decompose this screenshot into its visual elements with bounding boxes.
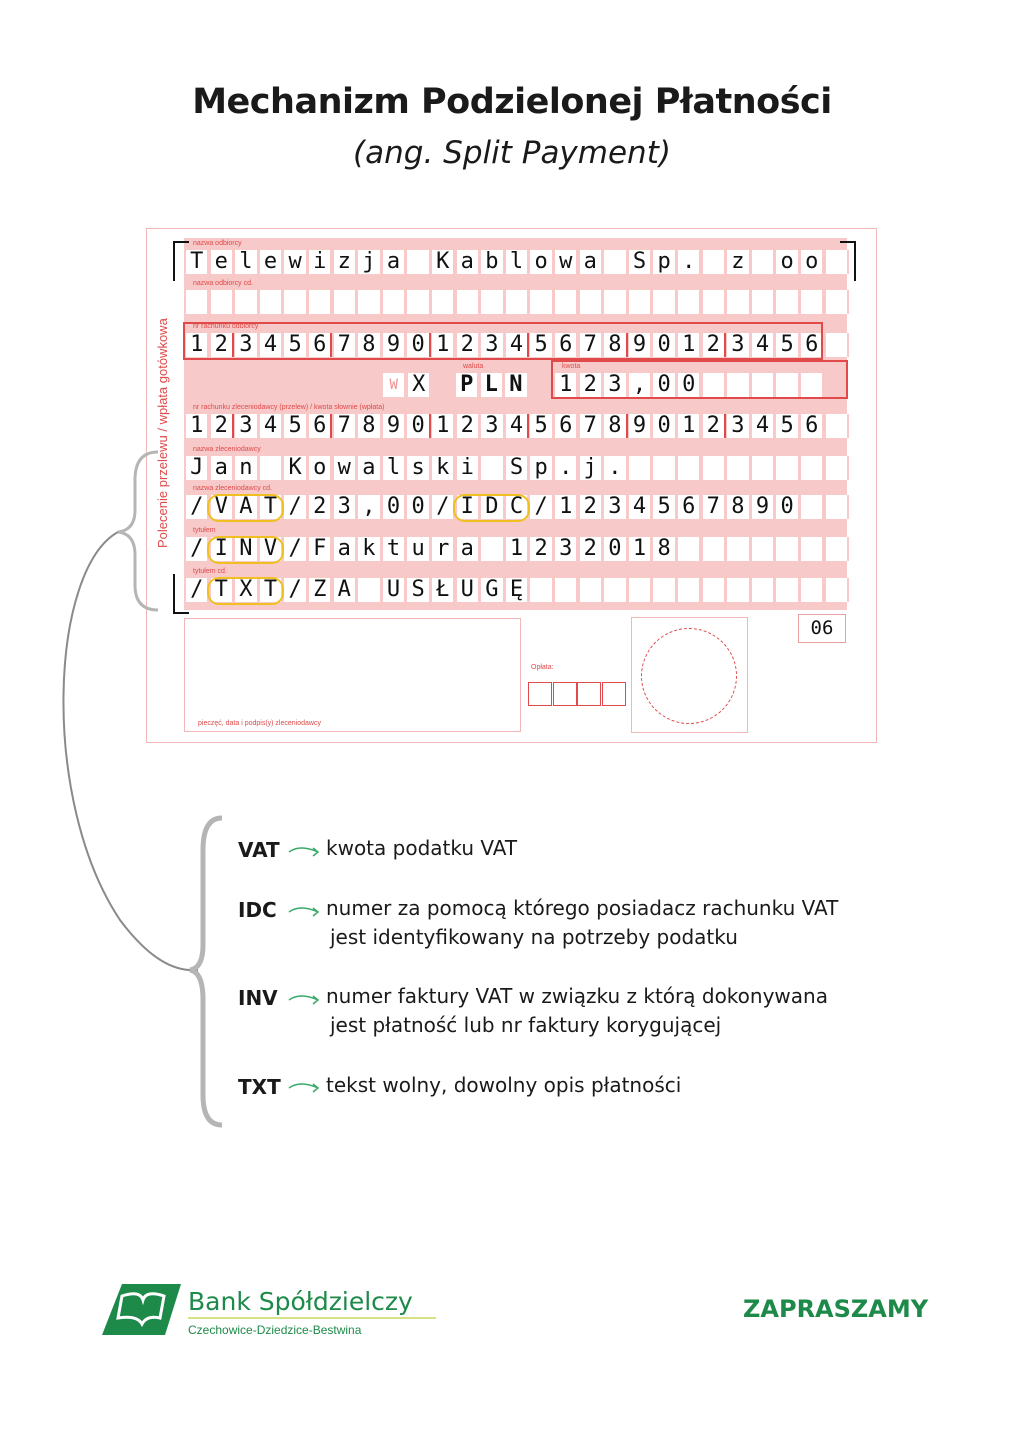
recipient-name-cell[interactable]: l [235,250,258,274]
title-cont-cell[interactable]: Ł [432,578,455,602]
title-field-cell[interactable]: 3 [555,537,578,561]
recipient-name-cell[interactable]: e [260,250,283,274]
payer-account-cell[interactable]: 5 [284,414,307,438]
title-field-cell[interactable]: N [235,537,258,561]
title-field-cell[interactable]: I [211,537,234,561]
title-field-label: tytułem [193,527,216,534]
legend-key: TXT [238,1075,281,1099]
recipient-account-cell[interactable]: 5 [284,333,307,357]
payer-account-cell[interactable]: 0 [407,414,430,438]
payer-account-cell[interactable]: 1 [678,414,701,438]
payer-name-cell[interactable]: s [407,456,430,480]
recipient-name-cell[interactable]: e [211,250,234,274]
recipient-account-cell[interactable]: 1 [186,333,209,357]
recipient-name-cell[interactable]: T [186,250,209,274]
recipient-account-cell[interactable]: 1 [432,333,455,357]
payer-account-cell[interactable]: 6 [309,414,332,438]
recipient-account-cell[interactable]: 8 [358,333,381,357]
recipient-name-cell[interactable]: z [727,250,750,274]
recipient-name-cell[interactable]: . [678,250,701,274]
payer-account-cell[interactable]: 9 [629,414,652,438]
title-field-cell[interactable]: a [334,537,357,561]
payer-account-cell[interactable]: 8 [358,414,381,438]
title-cont-cell[interactable]: / [284,578,307,602]
w-mark-cell: W [383,373,406,397]
payer-name-cell[interactable]: J [186,456,209,480]
recipient-name-cell[interactable]: w [284,250,307,274]
payer-name-cell[interactable]: S [506,456,529,480]
payer-name-cont-cell[interactable]: / [186,495,209,519]
payer-account-cell[interactable]: 3 [727,414,750,438]
payer-name-cell[interactable]: n [235,456,258,480]
legend-description: kwota podatku VAT [326,836,518,860]
recipient-name-cell[interactable]: o [530,250,553,274]
payer-account-cell[interactable]: 1 [186,414,209,438]
bank-name: Bank Spółdzielczy [188,1287,413,1316]
recipient-name-cell[interactable]: o [801,250,824,274]
payer-name-cell[interactable]: . [604,456,627,480]
payer-account-cell[interactable]: 7 [580,414,603,438]
payer-name-cell[interactable]: j [580,456,603,480]
payer-name-cont-cell[interactable]: 0 [776,495,799,519]
amount-cell[interactable]: 1 [555,373,578,397]
recipient-account-cell[interactable]: 0 [407,333,430,357]
payer-account-cell[interactable]: 9 [383,414,406,438]
title-cont-cell[interactable]: T [211,578,234,602]
currency-cell[interactable]: L [481,373,504,397]
payer-name-cont-cell[interactable]: / [530,495,553,519]
recipient-name-cell[interactable]: a [457,250,480,274]
recipient-account-cell[interactable]: 9 [383,333,406,357]
amount-label: kwota [562,363,581,370]
payer-name-cont-cell[interactable]: / [284,495,307,519]
recipient-account-cell[interactable]: 3 [235,333,258,357]
recipient-account-cell[interactable]: 5 [776,333,799,357]
payer-account-cell[interactable]: 2 [457,414,480,438]
legend-description: tekst wolny, dowolny opis płatności [326,1073,682,1097]
recipient-name-cell[interactable]: b [481,250,504,274]
title-cont-cell[interactable]: U [457,578,480,602]
legend-arrows [289,848,318,1092]
recipient-name-cell[interactable]: l [506,250,529,274]
stamp-label: pieczęć, data i podpis(y) zleceniodawcy [198,720,321,727]
title-field-cell[interactable]: / [186,537,209,561]
legend-description: numer za pomocą którego posiadacz rachunku VAT [326,896,839,920]
payer-name-cont-cell[interactable]: 3 [334,495,357,519]
title-field-cell[interactable]: a [457,537,480,561]
payer-account-label: nr rachunku zleceniodawcy (przelew) / kwota słownie (wpłata) [193,404,385,411]
title-field-cell[interactable]: u [407,537,430,561]
payer-name-cell[interactable]: a [211,456,234,480]
recipient-account-cell[interactable]: 1 [678,333,701,357]
payer-name-cont-cell[interactable]: C [506,495,529,519]
form-code: 06 [798,614,846,643]
payer-account-cell[interactable]: 5 [530,414,553,438]
title-field-cell[interactable]: k [358,537,381,561]
form-brace [118,452,158,610]
payer-account-cell[interactable]: 2 [211,414,234,438]
arrow-icon [289,908,318,916]
amount-cell[interactable]: 0 [653,373,676,397]
recipient-account-cell[interactable]: 2 [457,333,480,357]
recipient-account-cell[interactable]: 5 [530,333,553,357]
recipient-name-cell[interactable]: i [309,250,332,274]
recipient-account-cell[interactable]: 6 [555,333,578,357]
title-cont-cell[interactable]: / [186,578,209,602]
connector-curve [63,532,198,970]
payer-name-cont-cell[interactable]: 2 [309,495,332,519]
title-field-cell[interactable]: 8 [653,537,676,561]
legend-brace [190,818,222,1125]
payer-name-cont-cell[interactable]: / [432,495,455,519]
payer-name-cont-cell[interactable]: T [260,495,283,519]
recipient-name-cell[interactable]: z [334,250,357,274]
recipient-name-cell[interactable]: a [383,250,406,274]
legend-key: INV [238,986,278,1010]
legend-description: numer faktury VAT w związku z którą dokonywana [326,984,828,1008]
title-field-cell[interactable]: / [284,537,307,561]
currency-label: waluta [463,363,484,370]
recipient-account-cell[interactable]: 4 [752,333,775,357]
payer-account-cell[interactable]: 2 [703,414,726,438]
payer-name-cont-cell[interactable]: V [211,495,234,519]
payer-account-cell[interactable]: 5 [776,414,799,438]
recipient-name-cell[interactable]: p [653,250,676,274]
title-cont-label: tytułem cd. [193,568,227,575]
title-field-cell[interactable]: 1 [629,537,652,561]
payer-account-cell[interactable]: 7 [334,414,357,438]
title-field-cell[interactable]: 1 [506,537,529,561]
payer-name-cell[interactable]: k [432,456,455,480]
payer-name-cont-cell[interactable]: 0 [383,495,406,519]
payer-account-cell[interactable]: 0 [653,414,676,438]
recipient-account-cell[interactable]: 4 [506,333,529,357]
bank-logo-icon [102,1284,181,1335]
payer-name-cell[interactable]: K [284,456,307,480]
title-cont-cell[interactable]: G [481,578,504,602]
payer-name-cont-cell[interactable]: 8 [727,495,750,519]
payer-name-cell[interactable]: p [530,456,553,480]
payer-account-cell[interactable]: 6 [555,414,578,438]
currency-cell[interactable]: P [456,373,479,397]
payer-name-cell[interactable]: i [457,456,480,480]
recipient-account-cell[interactable]: 2 [211,333,234,357]
payer-name-cont-cell[interactable]: 9 [752,495,775,519]
amount-cell[interactable]: 0 [678,373,701,397]
payer-account-cell[interactable]: 4 [506,414,529,438]
payer-account-cell[interactable]: 6 [801,414,824,438]
legend-description: jest identyfikowany na potrzeby podatku [330,925,738,949]
amount-cell[interactable]: 2 [580,373,603,397]
form-side-label: Polecenie przelewu / wpłata gotówkowa [155,318,170,548]
arrow-icon [289,1084,318,1092]
recipient-account-cell[interactable]: 0 [653,333,676,357]
recipient-name-cell[interactable]: S [629,250,652,274]
payer-name-cell[interactable]: o [309,456,332,480]
recipient-account-cell[interactable]: 6 [309,333,332,357]
payer-account-cell[interactable]: 4 [752,414,775,438]
amount-cell[interactable]: , [629,373,652,397]
recipient-account-cell[interactable]: 9 [629,333,652,357]
payer-name-cont-cell[interactable]: D [481,495,504,519]
payer-account-cell[interactable]: 3 [235,414,258,438]
recipient-account-cell[interactable]: 4 [260,333,283,357]
arrow-icon [289,848,318,856]
legend-key: VAT [238,838,280,862]
recipient-account-label: nr rachunku odbiorcy [193,323,259,330]
legend-description: jest płatność lub nr faktury korygującej [330,1013,722,1037]
title-cont-cell[interactable]: A [334,578,357,602]
payer-name-cont-cell[interactable]: 0 [407,495,430,519]
title-field-cell[interactable]: r [432,537,455,561]
title-cont-cell[interactable]: Ę [506,578,529,602]
title-field-cell[interactable]: F [309,537,332,561]
recipient-account-cell[interactable]: 3 [727,333,750,357]
legend-key: IDC [238,898,277,922]
payer-name-cont-cell[interactable]: I [457,495,480,519]
page-title: Mechanizm Podzielonej Płatności [192,82,832,122]
payer-name-cont-cell[interactable]: 4 [629,495,652,519]
recipient-name-cell[interactable]: a [580,250,603,274]
title-cont-cell[interactable]: Z [309,578,332,602]
payer-account-cell[interactable]: 8 [604,414,627,438]
bank-location: Czechowice-Dziedzice-Bestwina [188,1323,362,1337]
recipient-account-cell[interactable]: 7 [580,333,603,357]
payer-name-cell[interactable]: l [383,456,406,480]
title-field-cell[interactable]: 0 [604,537,627,561]
recipient-account-cell[interactable]: 8 [604,333,627,357]
payer-name-cont-label: nazwa zleceniodawcy cd. [193,485,272,492]
payer-name-cont-cell[interactable]: 5 [653,495,676,519]
payer-name-cell[interactable]: . [555,456,578,480]
recipient-account-cell[interactable]: 3 [481,333,504,357]
payer-name-label: nazwa zleceniodawcy [193,446,261,453]
x-mark-cell[interactable]: X [408,373,431,397]
recipient-name-cell[interactable]: j [358,250,381,274]
payer-name-cell[interactable]: a [358,456,381,480]
title-field-cell[interactable]: 2 [530,537,553,561]
payer-account-cell[interactable]: 1 [432,414,455,438]
title-field-cell[interactable]: V [260,537,283,561]
arrow-icon [289,996,318,1004]
recipient-name-cell[interactable]: o [776,250,799,274]
payer-name-cell[interactable]: w [334,456,357,480]
currency-cell[interactable]: N [505,373,528,397]
title-cont-cell[interactable]: T [260,578,283,602]
payer-name-cont-cell[interactable]: 2 [580,495,603,519]
recipient-account-cell[interactable]: 2 [703,333,726,357]
title-cont-cell[interactable]: U [383,578,406,602]
amount-cell[interactable]: 3 [604,373,627,397]
recipient-name-cell[interactable]: w [555,250,578,274]
recipient-account-cell[interactable]: 7 [334,333,357,357]
payer-name-cont-cell[interactable]: 6 [678,495,701,519]
recipient-name-label: nazwa odbiorcy [193,240,242,247]
payer-account-cell[interactable]: 3 [481,414,504,438]
payer-name-cont-cell[interactable]: , [358,495,381,519]
recipient-name-cont-label: nazwa odbiorcy cd. [193,280,253,287]
payer-name-cont-cell[interactable]: 3 [604,495,627,519]
recipient-account-cell[interactable]: 6 [801,333,824,357]
title-cont-cell[interactable]: S [407,578,430,602]
cta-text: ZAPRASZAMY [743,1295,929,1323]
title-field-cell[interactable]: t [383,537,406,561]
payer-name-cont-cell[interactable]: 1 [555,495,578,519]
recipient-name-cell[interactable]: K [432,250,455,274]
payer-account-cell[interactable]: 4 [260,414,283,438]
page-subtitle: (ang. Split Payment) [353,135,671,171]
title-cont-cell[interactable]: X [235,578,258,602]
payer-name-cont-cell[interactable]: 7 [703,495,726,519]
fee-label: Opłata: [531,664,554,671]
title-field-cell[interactable]: 2 [580,537,603,561]
payer-name-cont-cell[interactable]: A [235,495,258,519]
